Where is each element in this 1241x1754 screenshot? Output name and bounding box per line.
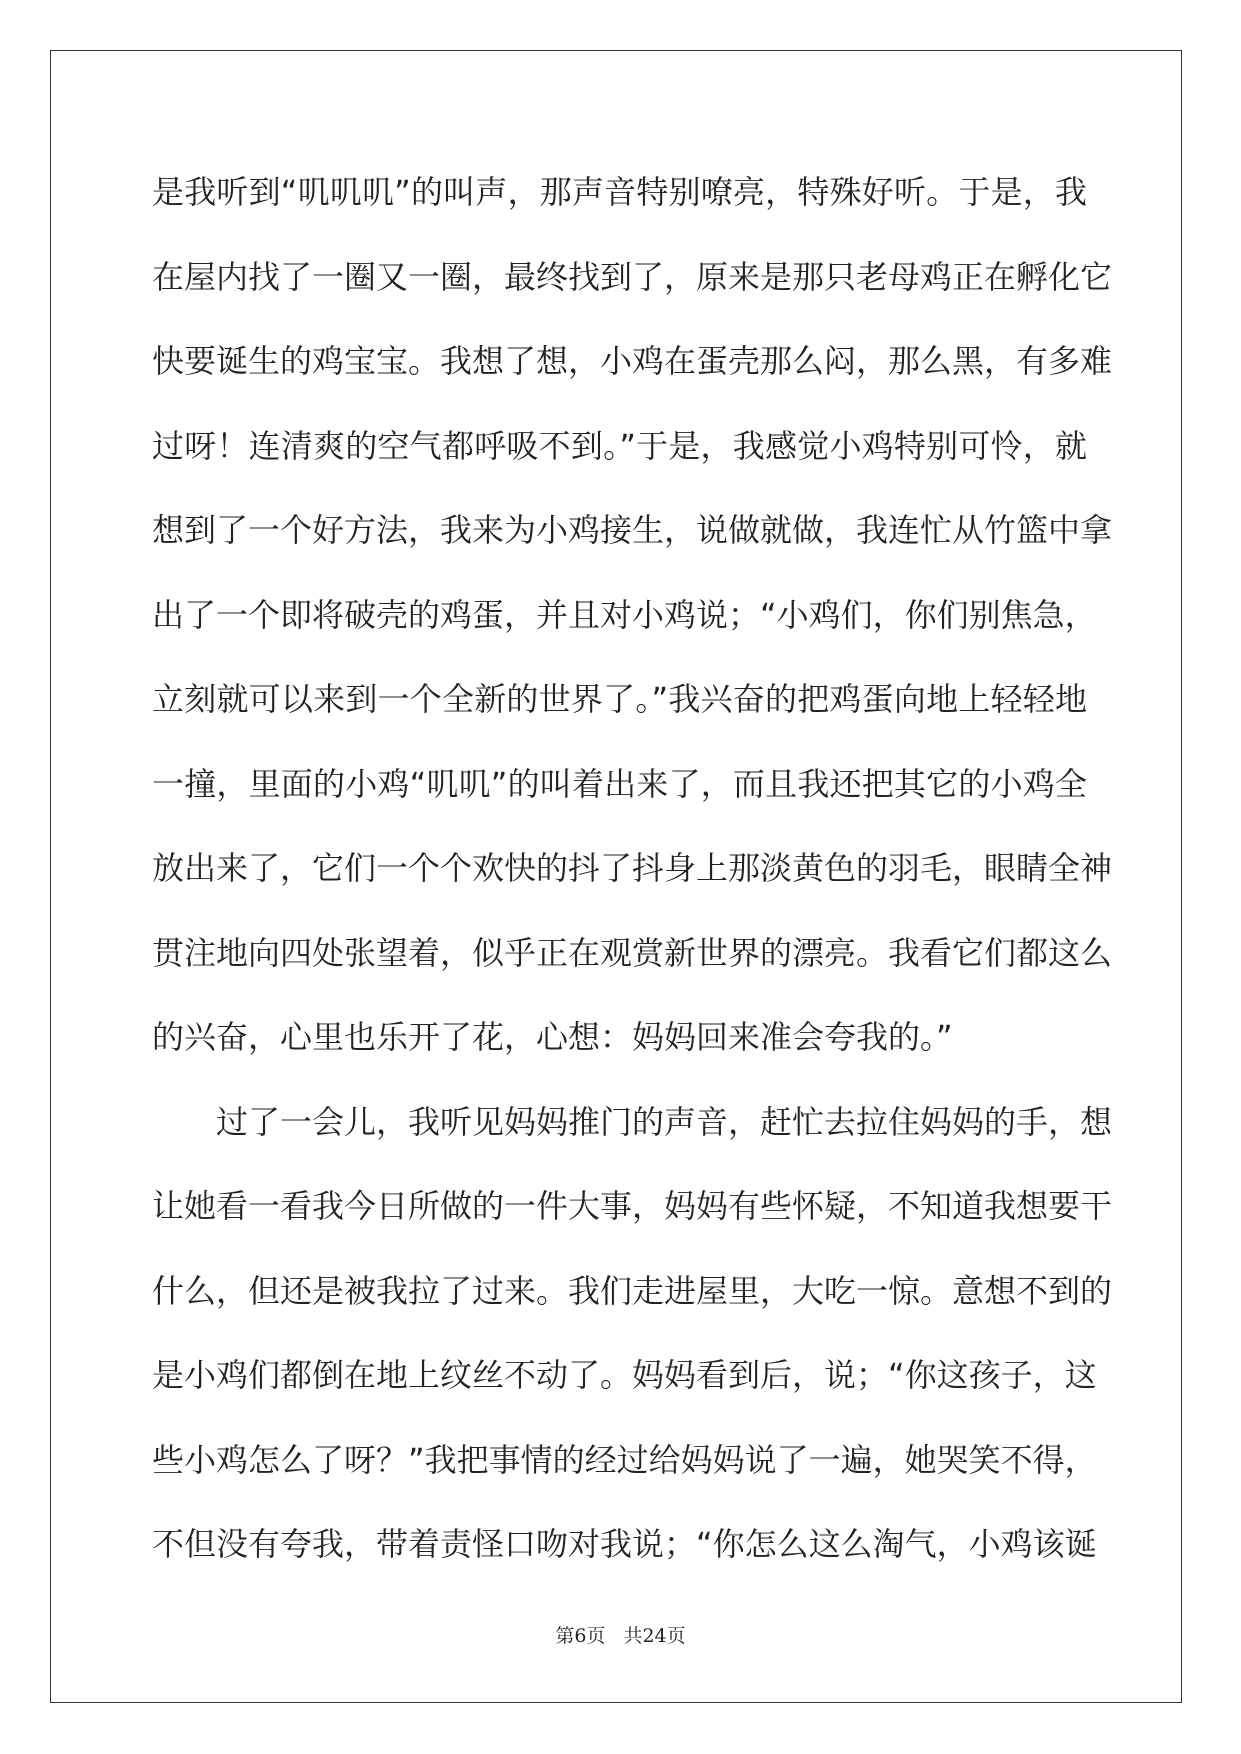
text-line: 快要诞生的鸡宝宝。我想了想，小鸡在蛋壳那么闷，那么黑，有多难	[152, 342, 1113, 380]
text-line: 不但没有夸我，带着责怪口吻对我说；“你怎么这么淘气，小鸡该诞	[152, 1525, 1097, 1563]
text-line: 是我听到“叽叽叽”的叫声，那声音特别嘹亮，特殊好听。于是，我	[152, 173, 1087, 211]
total-page-count: 共24页	[623, 1625, 686, 1647]
text-line: 想到了一个好方法，我来为小鸡接生，说做就做，我连忙从竹篮中拿	[152, 511, 1113, 549]
document-body	[152, 158, 1113, 1595]
text-line: 让她看一看我今日所做的一件大事，妈妈有些怀疑，不知道我想要干	[152, 1187, 1113, 1225]
text-line: 什么，但还是被我拉了过来。我们走进屋里，大吃一惊。意想不到的	[152, 1271, 1113, 1310]
text-line: 是小鸡们都倒在地上纹丝不动了。妈妈看到后，说；“你这孩子，这	[152, 1356, 1097, 1394]
text-line: 一撞，里面的小鸡“叽叽”的叫着出来了，而且我还把其它的小鸡全	[152, 764, 1087, 803]
text-line: 立刻就可以来到一个全新的世界了。”我兴奋的把鸡蛋向地上轻轻地	[152, 680, 1087, 718]
text-line: 在屋内找了一圈又一圈，最终找到了，原来是那只老母鸡正在孵化它	[152, 257, 1113, 296]
text-line: 的兴奋，心里也乐开了花，心想：妈妈回来准会夸我的。”	[152, 1018, 953, 1056]
text-line: 过了一会儿，我听见妈妈推门的声音，赶忙去拉住妈妈的手，想	[152, 1102, 1113, 1141]
text-line: 出了一个即将破壳的鸡蛋，并且对小鸡说；“小鸡们，你们别焦急，	[152, 595, 1097, 634]
page-footer	[0, 1621, 1241, 1648]
current-page-number: 第6页	[555, 1625, 606, 1647]
text-line: 放出来了，它们一个个欢快的抖了抖身上那淡黄色的羽毛，眼睛全神	[152, 849, 1113, 887]
text-line: 贯注地向四处张望着，似乎正在观赏新世界的漂亮。我看它们都这么	[152, 933, 1113, 972]
text-line: 过呀！连清爽的空气都呼吸不到。”于是，我感觉小鸡特别可怜，就	[152, 426, 1087, 465]
text-line: 些小鸡怎么了呀？”我把事情的经过给妈妈说了一遍，她哭笑不得，	[152, 1440, 1097, 1479]
